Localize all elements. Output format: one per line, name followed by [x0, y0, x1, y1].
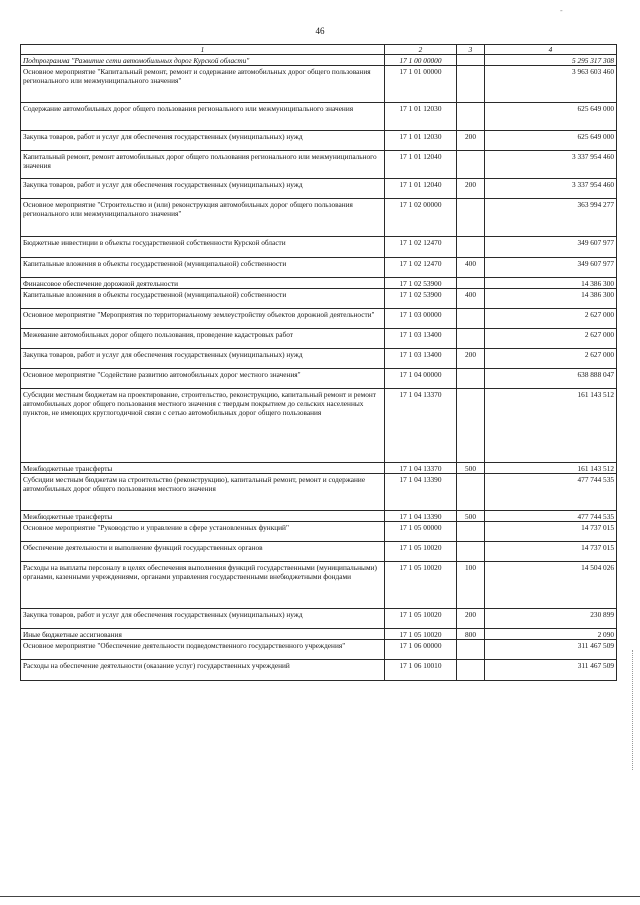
row-name-cell: Субсидии местным бюджетам на строительство (реконструкцию), капитальный ремонт, ремонт и содержание автомобильных дорог общего пользования местного значения [21, 474, 385, 511]
row-sum-cell: 2 627 000 [485, 309, 617, 329]
row-kvr-cell: 200 [457, 349, 485, 369]
row-name-cell: Основное мероприятие "Строительство и (или) реконструкция автомобильных дорог общего пользования регионального или межмуниципального значения" [21, 199, 385, 237]
table-row [21, 103, 617, 131]
row-sum-cell: 477 744 535 [485, 511, 617, 522]
scan-edge-marks [632, 650, 634, 770]
row-sum-cell: 2 627 000 [485, 329, 617, 349]
row-kvr-cell: 200 [457, 609, 485, 629]
row-sum-cell: 14 737 015 [485, 542, 617, 562]
row-sum-cell: 2 090 [485, 629, 617, 640]
table-row [21, 199, 617, 237]
row-name-cell: Закупка товаров, работ и услуг для обеспечения государственных (муниципальных) нужд [21, 179, 385, 199]
budget-table [20, 44, 617, 681]
row-name-cell: Расходы на обеспечение деятельности (оказание услуг) государственных учреждений [21, 660, 385, 681]
table-row [21, 629, 617, 640]
row-sum-cell: 625 649 000 [485, 131, 617, 151]
row-code-cell: 17 1 01 12040 [385, 151, 457, 179]
row-code-cell: 17 1 04 00000 [385, 369, 457, 389]
row-name-cell: Закупка товаров, работ и услуг для обеспечения государственных (муниципальных) нужд [21, 131, 385, 151]
row-sum-cell: 311 467 509 [485, 640, 617, 660]
row-sum-cell: 349 607 977 [485, 237, 617, 258]
table-row [21, 474, 617, 511]
table-row [21, 542, 617, 562]
table-row [21, 660, 617, 681]
row-kvr-cell [457, 640, 485, 660]
row-kvr-cell [457, 522, 485, 542]
header-col-3: 3 [457, 45, 485, 55]
row-name-cell: Закупка товаров, работ и услуг для обеспечения государственных (муниципальных) нужд [21, 609, 385, 629]
row-code-cell: 17 1 01 00000 [385, 66, 457, 103]
row-name-cell: Капитальные вложения в объекты государственной (муниципальной) собственности [21, 289, 385, 309]
row-kvr-cell [457, 369, 485, 389]
row-kvr-cell [457, 309, 485, 329]
table-row [21, 609, 617, 629]
row-name-cell: Капитальные вложения в объекты государственной (муниципальной) собственности [21, 258, 385, 278]
row-sum-cell: 363 994 277 [485, 199, 617, 237]
table-row [21, 522, 617, 542]
table-row [21, 389, 617, 463]
row-kvr-cell [457, 474, 485, 511]
row-kvr-cell [457, 55, 485, 66]
row-code-cell: 17 1 00 00000 [385, 55, 457, 66]
row-name-cell: Основное мероприятие "Обеспечение деятельности подведомственного государственного учреждения" [21, 640, 385, 660]
subprogram-row [21, 55, 617, 66]
row-sum-cell: 3 337 954 460 [485, 151, 617, 179]
row-code-cell: 17 1 01 12040 [385, 179, 457, 199]
table-row [21, 329, 617, 349]
row-name-cell: Обеспечение деятельности и выполнение функций государственных органов [21, 542, 385, 562]
row-code-cell: 17 1 04 13390 [385, 474, 457, 511]
row-kvr-cell: 500 [457, 463, 485, 474]
page-number: 46 [315, 26, 325, 36]
row-kvr-cell [457, 660, 485, 681]
row-kvr-cell [457, 151, 485, 179]
row-kvr-cell: 800 [457, 629, 485, 640]
row-sum-cell: 2 627 000 [485, 349, 617, 369]
row-sum-cell: 230 899 [485, 609, 617, 629]
row-name-cell: Основное мероприятие "Содействие развитию автомобильных дорог местного значения" [21, 369, 385, 389]
row-kvr-cell [457, 389, 485, 463]
row-code-cell: 17 1 04 13370 [385, 463, 457, 474]
table-row [21, 562, 617, 609]
row-code-cell: 17 1 03 00000 [385, 309, 457, 329]
row-code-cell: 17 1 02 00000 [385, 199, 457, 237]
row-sum-cell: 14 737 015 [485, 522, 617, 542]
row-sum-cell: 5 295 317 308 [485, 55, 617, 66]
row-kvr-cell [457, 199, 485, 237]
row-code-cell: 17 1 05 10020 [385, 629, 457, 640]
row-code-cell: 17 1 04 13390 [385, 511, 457, 522]
row-kvr-cell [457, 278, 485, 289]
row-name-cell: Основное мероприятие "Капитальный ремонт, ремонт и содержание автомобильных дорог общего пользования регионального или межмуниципального значения" [21, 66, 385, 103]
header-col-1: 1 [21, 45, 385, 55]
table-row [21, 258, 617, 278]
header-col-2: 2 [385, 45, 457, 55]
table-row [21, 309, 617, 329]
row-name-cell: Субсидии местным бюджетам на проектирование, строительство, реконструкцию, капитальный ремонт и ремонт автомобильных дорог общего пользования местного значения с твердым покрытием до сельских населенных пунктов, не имеющих круглогодичной связи с сетью автомобильных дорог общего пользования [21, 389, 385, 463]
row-name-cell: Иные бюджетные ассигнования [21, 629, 385, 640]
table-row [21, 511, 617, 522]
row-name-cell: Расходы на выплаты персоналу в целях обеспечения выполнения функций государственными (муниципальными) органами, казенными учреждениями, органами управления государственными внебюджетными фондами [21, 562, 385, 609]
row-name-cell: Бюджетные инвестиции в объекты государственной собственности Курской области [21, 237, 385, 258]
table-row [21, 640, 617, 660]
row-code-cell: 17 1 05 10020 [385, 542, 457, 562]
table-row [21, 289, 617, 309]
row-sum-cell: 477 744 535 [485, 474, 617, 511]
table-row [21, 369, 617, 389]
row-sum-cell: 161 143 512 [485, 389, 617, 463]
row-kvr-cell: 200 [457, 179, 485, 199]
row-name-cell: Капитальный ремонт, ремонт автомобильных дорог общего пользования регионального или межмуниципального значения [21, 151, 385, 179]
row-kvr-cell [457, 103, 485, 131]
row-code-cell: 17 1 01 12030 [385, 103, 457, 131]
row-code-cell: 17 1 02 12470 [385, 237, 457, 258]
row-kvr-cell [457, 542, 485, 562]
row-kvr-cell [457, 329, 485, 349]
row-code-cell: 17 1 02 53900 [385, 289, 457, 309]
row-sum-cell: 638 888 047 [485, 369, 617, 389]
header-col-4: 4 [485, 45, 617, 55]
row-sum-cell: 349 607 977 [485, 258, 617, 278]
row-code-cell: 17 1 02 53900 [385, 278, 457, 289]
table-row [21, 131, 617, 151]
row-kvr-cell [457, 66, 485, 103]
row-kvr-cell: 100 [457, 562, 485, 609]
row-sum-cell: 625 649 000 [485, 103, 617, 131]
row-kvr-cell: 400 [457, 289, 485, 309]
row-name-cell: Подпрограмма "Развитие сети автомобильных дорог Курской области" [21, 55, 385, 66]
row-name-cell: Содержание автомобильных дорог общего пользования регионального или межмуниципального значения [21, 103, 385, 131]
row-name-cell: Основное мероприятие "Руководство и управление в сфере установленных функций" [21, 522, 385, 542]
row-name-cell: Финансовое обеспечение дорожной деятельности [21, 278, 385, 289]
row-sum-cell: 14 504 026 [485, 562, 617, 609]
row-code-cell: 17 1 05 10020 [385, 609, 457, 629]
row-sum-cell: 3 337 954 460 [485, 179, 617, 199]
table-row [21, 151, 617, 179]
row-sum-cell: 3 963 603 460 [485, 66, 617, 103]
row-name-cell: Межбюджетные трансферты [21, 463, 385, 474]
table-row [21, 179, 617, 199]
row-sum-cell: 161 143 512 [485, 463, 617, 474]
row-code-cell: 17 1 05 10020 [385, 562, 457, 609]
row-kvr-cell: 500 [457, 511, 485, 522]
corner-mark: - [560, 6, 563, 15]
row-code-cell: 17 1 04 13370 [385, 389, 457, 463]
row-code-cell: 17 1 01 12030 [385, 131, 457, 151]
table-row [21, 237, 617, 258]
row-sum-cell: 14 386 300 [485, 278, 617, 289]
row-name-cell: Основное мероприятие "Мероприятия по территориальному землеустройству объектов дорожной деятельности" [21, 309, 385, 329]
row-kvr-cell: 200 [457, 131, 485, 151]
table-row [21, 349, 617, 369]
row-code-cell: 17 1 03 13400 [385, 349, 457, 369]
table-row [21, 66, 617, 103]
row-name-cell: Межбюджетные трансферты [21, 511, 385, 522]
table-row [21, 278, 617, 289]
header-row [21, 45, 617, 55]
page-bottom-edge [0, 896, 640, 897]
row-kvr-cell: 400 [457, 258, 485, 278]
row-code-cell: 17 1 06 00000 [385, 640, 457, 660]
row-sum-cell: 14 386 300 [485, 289, 617, 309]
row-name-cell: Закупка товаров, работ и услуг для обеспечения государственных (муниципальных) нужд [21, 349, 385, 369]
table-row [21, 463, 617, 474]
row-code-cell: 17 1 03 13400 [385, 329, 457, 349]
row-code-cell: 17 1 02 12470 [385, 258, 457, 278]
row-sum-cell: 311 467 509 [485, 660, 617, 681]
row-name-cell: Межевание автомобильных дорог общего пользования, проведение кадастровых работ [21, 329, 385, 349]
row-code-cell: 17 1 06 10010 [385, 660, 457, 681]
row-code-cell: 17 1 05 00000 [385, 522, 457, 542]
row-kvr-cell [457, 237, 485, 258]
